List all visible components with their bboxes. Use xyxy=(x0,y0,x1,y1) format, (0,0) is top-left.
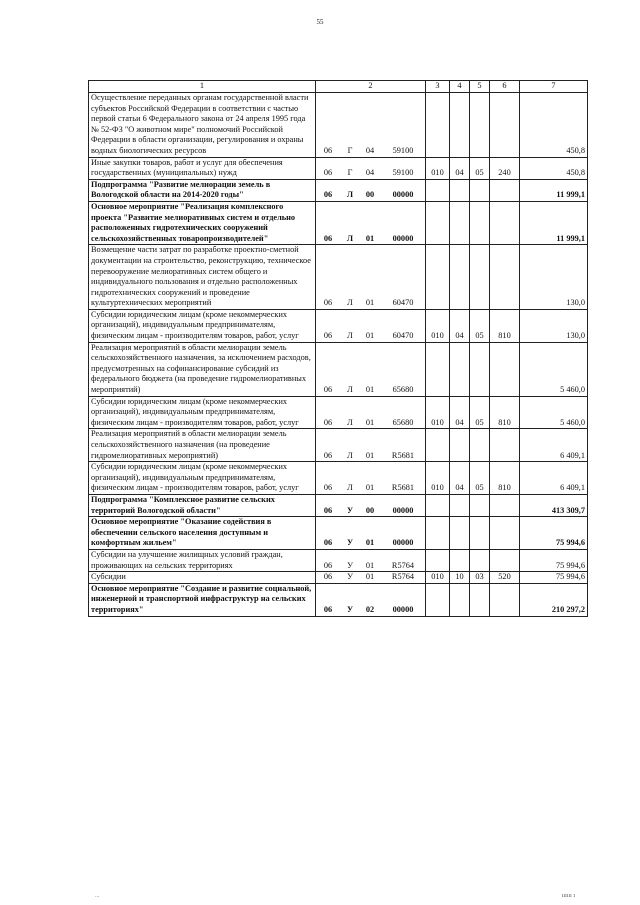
classification-code xyxy=(316,245,426,310)
code-part: 06 xyxy=(323,168,333,178)
code-part: Л xyxy=(347,450,353,460)
code-part: Л xyxy=(347,298,353,308)
code-part: 06 xyxy=(323,233,333,243)
subsection-code xyxy=(470,549,490,571)
code-part: 06 xyxy=(323,560,333,570)
section-code: 10 xyxy=(450,572,470,584)
amount: 450,8 xyxy=(520,93,588,158)
classification-code xyxy=(316,517,426,550)
classification-code xyxy=(316,157,426,179)
classification-code xyxy=(316,462,426,495)
section-code xyxy=(450,583,470,616)
expense-type-code: 810 xyxy=(490,396,520,429)
classification-code xyxy=(316,429,426,462)
ministry-code: 010 xyxy=(426,572,450,584)
table-row xyxy=(89,396,588,429)
subsection-code xyxy=(470,429,490,462)
code-part: 06 xyxy=(323,331,333,341)
code-part: R5764 xyxy=(391,560,415,570)
code-part: 04 xyxy=(365,145,375,155)
ministry-code xyxy=(426,429,450,462)
code-part: 00000 xyxy=(392,233,414,243)
classification-code xyxy=(316,583,426,616)
code-part: 00000 xyxy=(392,190,414,200)
page-number: 55 xyxy=(316,18,324,26)
section-code xyxy=(450,429,470,462)
subsection-code xyxy=(470,494,490,516)
code-part: 00 xyxy=(365,505,375,515)
code-part: 60470 xyxy=(392,298,414,308)
section-code: 04 xyxy=(450,462,470,495)
table-row xyxy=(89,572,588,584)
classification-code xyxy=(316,396,426,429)
code-part: Л xyxy=(347,483,353,493)
ministry-code xyxy=(426,245,450,310)
code-part: 01 xyxy=(365,233,375,243)
ministry-code xyxy=(426,179,450,201)
ministry-code: 010 xyxy=(426,396,450,429)
classification-code xyxy=(316,342,426,396)
code-part: 06 xyxy=(323,450,333,460)
ministry-code xyxy=(426,93,450,158)
table-row xyxy=(89,494,588,516)
section-code: 04 xyxy=(450,309,470,342)
code-part: 01 xyxy=(365,450,375,460)
expense-name: Реализация мероприятий в области мелиорации земель сельскохозяйственного назначения, за исключением расходов, предусмотренных на софинансирование субсидий из федерального бюджета (на проведение гидромелиоративных мероприятий) xyxy=(89,342,316,396)
expense-type-code xyxy=(490,342,520,396)
expense-type-code: 240 xyxy=(490,157,520,179)
subsection-code xyxy=(470,245,490,310)
code-part: 01 xyxy=(365,385,375,395)
code-part: 00000 xyxy=(392,505,414,515)
table-row xyxy=(89,583,588,616)
expense-name: Субсидии юридическим лицам (кроме некоммерческих организаций), индивидуальным предпринимателям, физическим лицам - производителям товаров, работ, услуг xyxy=(89,309,316,342)
header-cell: 5 xyxy=(470,81,490,93)
table-row xyxy=(89,157,588,179)
amount: 413 309,7 xyxy=(520,494,588,516)
code-part: Л xyxy=(347,385,353,395)
amount: 6 409,1 xyxy=(520,429,588,462)
code-part: 06 xyxy=(323,145,333,155)
table-row xyxy=(89,245,588,310)
table-row xyxy=(89,342,588,396)
amount: 130,0 xyxy=(520,309,588,342)
header-cell: 2 xyxy=(316,81,426,93)
expense-name: Основное мероприятие "Создание и развитие социальной, инженерной и транспортной инфраструктур на сельских территориях" xyxy=(89,583,316,616)
subsection-code xyxy=(470,201,490,244)
ministry-code: 010 xyxy=(426,462,450,495)
code-part: У xyxy=(347,572,353,582)
section-code xyxy=(450,549,470,571)
section-code xyxy=(450,517,470,550)
expense-type-code: 810 xyxy=(490,309,520,342)
subsection-code: 05 xyxy=(470,462,490,495)
code-part: 00000 xyxy=(392,604,414,614)
expense-name: Возмещение части затрат по разработке проектно-сметной документации на строительство, реконструкцию, техническое перевооружение мелиоративных систем общего и индивидуального пользования и отдельно расположенных гидротехнических сооружений и проведение культуртехнических мероприятий xyxy=(89,245,316,310)
amount: 75 994,6 xyxy=(520,549,588,571)
amount: 5 460,0 xyxy=(520,396,588,429)
section-code xyxy=(450,342,470,396)
section-code xyxy=(450,245,470,310)
code-part: R5681 xyxy=(391,483,415,493)
code-part: Л xyxy=(346,190,354,200)
classification-code xyxy=(316,309,426,342)
code-part: 02 xyxy=(365,604,375,614)
expense-name: Подпрограмма "Развитие мелиорации земель в Вологодской области на 2014-2020 годы" xyxy=(89,179,316,201)
subsection-code: 05 xyxy=(470,396,490,429)
code-part: R5764 xyxy=(391,572,415,582)
amount: 450,8 xyxy=(520,157,588,179)
ministry-code xyxy=(426,517,450,550)
expense-name: Субсидии на улучшение жилищных условий граждан, проживающих на сельских территориях xyxy=(89,549,316,571)
code-part: 06 xyxy=(323,505,333,515)
section-code xyxy=(450,201,470,244)
subsection-code: 05 xyxy=(470,309,490,342)
ministry-code xyxy=(426,494,450,516)
amount: 130,0 xyxy=(520,245,588,310)
table-row xyxy=(89,462,588,495)
expense-name: Подпрограмма "Комплексное развитие сельских территорий Вологодской области" xyxy=(89,494,316,516)
table-header-row xyxy=(89,81,588,93)
code-part: 01 xyxy=(365,417,375,427)
expense-type-code xyxy=(490,179,520,201)
code-part: Л xyxy=(346,233,354,243)
code-part: 01 xyxy=(365,538,375,548)
code-part: 00000 xyxy=(392,538,414,548)
classification-code xyxy=(316,93,426,158)
amount: 75 994,6 xyxy=(520,517,588,550)
code-part: 60470 xyxy=(392,331,414,341)
ministry-code: 010 xyxy=(426,309,450,342)
table-row xyxy=(89,549,588,571)
header-cell: 6 xyxy=(490,81,520,93)
header-cell: 7 xyxy=(520,81,588,93)
section-code xyxy=(450,93,470,158)
amount: 5 460,0 xyxy=(520,342,588,396)
code-part: У xyxy=(346,604,354,614)
expense-name: Основное мероприятие "Реализация комплексного проекта "Развитие мелиоративных систем и отдельно расположенных гидротехнических сооружений сельскохозяйственных товаропроизводителей" xyxy=(89,201,316,244)
code-part: 06 xyxy=(323,604,333,614)
code-part: Л xyxy=(347,331,353,341)
code-part: 65680 xyxy=(392,417,414,427)
subsection-code xyxy=(470,93,490,158)
code-part: 06 xyxy=(323,190,333,200)
code-part: 65680 xyxy=(392,385,414,395)
classification-code xyxy=(316,201,426,244)
header-cell: 3 xyxy=(426,81,450,93)
ministry-code xyxy=(426,583,450,616)
subsection-code: 05 xyxy=(470,157,490,179)
code-part: 06 xyxy=(323,483,333,493)
section-code: 04 xyxy=(450,396,470,429)
section-code xyxy=(450,179,470,201)
amount: 11 999,1 xyxy=(520,201,588,244)
expense-name: Основное мероприятие "Оказание содействия в обеспечении сельского населения доступным и комфортным жильем" xyxy=(89,517,316,550)
code-part: 01 xyxy=(365,560,375,570)
ministry-code: 010 xyxy=(426,157,450,179)
expense-type-code xyxy=(490,517,520,550)
budget-table xyxy=(88,80,588,617)
code-part: 01 xyxy=(365,572,375,582)
amount: 210 297,2 xyxy=(520,583,588,616)
table-row xyxy=(89,201,588,244)
subsection-code xyxy=(470,179,490,201)
footer-mark-right: ıııııı ı xyxy=(561,893,575,899)
classification-code xyxy=(316,549,426,571)
ministry-code xyxy=(426,342,450,396)
code-part: 59100 xyxy=(392,145,414,155)
section-code xyxy=(450,494,470,516)
code-part: 06 xyxy=(323,417,333,427)
expense-name: Иные закупки товаров, работ и услуг для обеспечения государственных (муниципальных) нужд xyxy=(89,157,316,179)
expense-type-code xyxy=(490,429,520,462)
code-part: У xyxy=(347,560,353,570)
header-cell: 1 xyxy=(89,81,316,93)
expense-type-code xyxy=(490,93,520,158)
code-part: R5681 xyxy=(391,450,415,460)
code-part: У xyxy=(346,538,354,548)
code-part: 06 xyxy=(323,538,333,548)
subsection-code: 03 xyxy=(470,572,490,584)
classification-code xyxy=(316,179,426,201)
code-part: Л xyxy=(347,417,353,427)
expense-name: Субсидии xyxy=(89,572,316,584)
header-cell: 4 xyxy=(450,81,470,93)
table-row xyxy=(89,179,588,201)
expense-name: Реализация мероприятий в области мелиорации земель сельскохозяйственного назначения (на проведение гидромелиоративных мероприятий) xyxy=(89,429,316,462)
subsection-code xyxy=(470,583,490,616)
code-part: 06 xyxy=(323,572,333,582)
expense-name: Субсидии юридическим лицам (кроме некоммерческих организаций), индивидуальным предпринимателям, физическим лицам - производителям товаров, работ, услуг xyxy=(89,396,316,429)
code-part: Г xyxy=(347,168,353,178)
code-part: 00 xyxy=(365,190,375,200)
code-part: 59100 xyxy=(392,168,414,178)
code-part: 04 xyxy=(365,168,375,178)
code-part: 06 xyxy=(323,385,333,395)
amount: 75 994,6 xyxy=(520,572,588,584)
expense-type-code xyxy=(490,245,520,310)
amount: 11 999,1 xyxy=(520,179,588,201)
expense-type-code xyxy=(490,494,520,516)
table-row xyxy=(89,517,588,550)
expense-type-code xyxy=(490,201,520,244)
ministry-code xyxy=(426,549,450,571)
subsection-code xyxy=(470,517,490,550)
table-row xyxy=(89,429,588,462)
classification-code xyxy=(316,572,426,584)
code-part: У xyxy=(346,505,354,515)
subsection-code xyxy=(470,342,490,396)
code-part: 01 xyxy=(365,331,375,341)
code-part: Г xyxy=(347,145,353,155)
code-part: 01 xyxy=(365,298,375,308)
expense-type-code: 810 xyxy=(490,462,520,495)
expense-name: Осуществление переданных органам государственной власти субъектов Российской Федерации в соответствии с частью первой статьи 6 Федерального закона от 24 апреля 1995 года № 52-ФЗ "О животном мире" полномочий Российской Федерации в области организации, регулирования и охраны водных биологических ресурсов xyxy=(89,93,316,158)
classification-code xyxy=(316,494,426,516)
expense-name: Субсидии юридическим лицам (кроме некоммерческих организаций), индивидуальным предпринимателям, физическим лицам - производителям товаров, работ, услуг xyxy=(89,462,316,495)
expense-type-code xyxy=(490,549,520,571)
amount: 6 409,1 xyxy=(520,462,588,495)
table-row xyxy=(89,93,588,158)
table-row xyxy=(89,309,588,342)
footer-mark-left: ... xyxy=(95,893,100,899)
section-code: 04 xyxy=(450,157,470,179)
expense-type-code xyxy=(490,583,520,616)
expense-type-code: 520 xyxy=(490,572,520,584)
code-part: 01 xyxy=(365,483,375,493)
code-part: 06 xyxy=(323,298,333,308)
ministry-code xyxy=(426,201,450,244)
